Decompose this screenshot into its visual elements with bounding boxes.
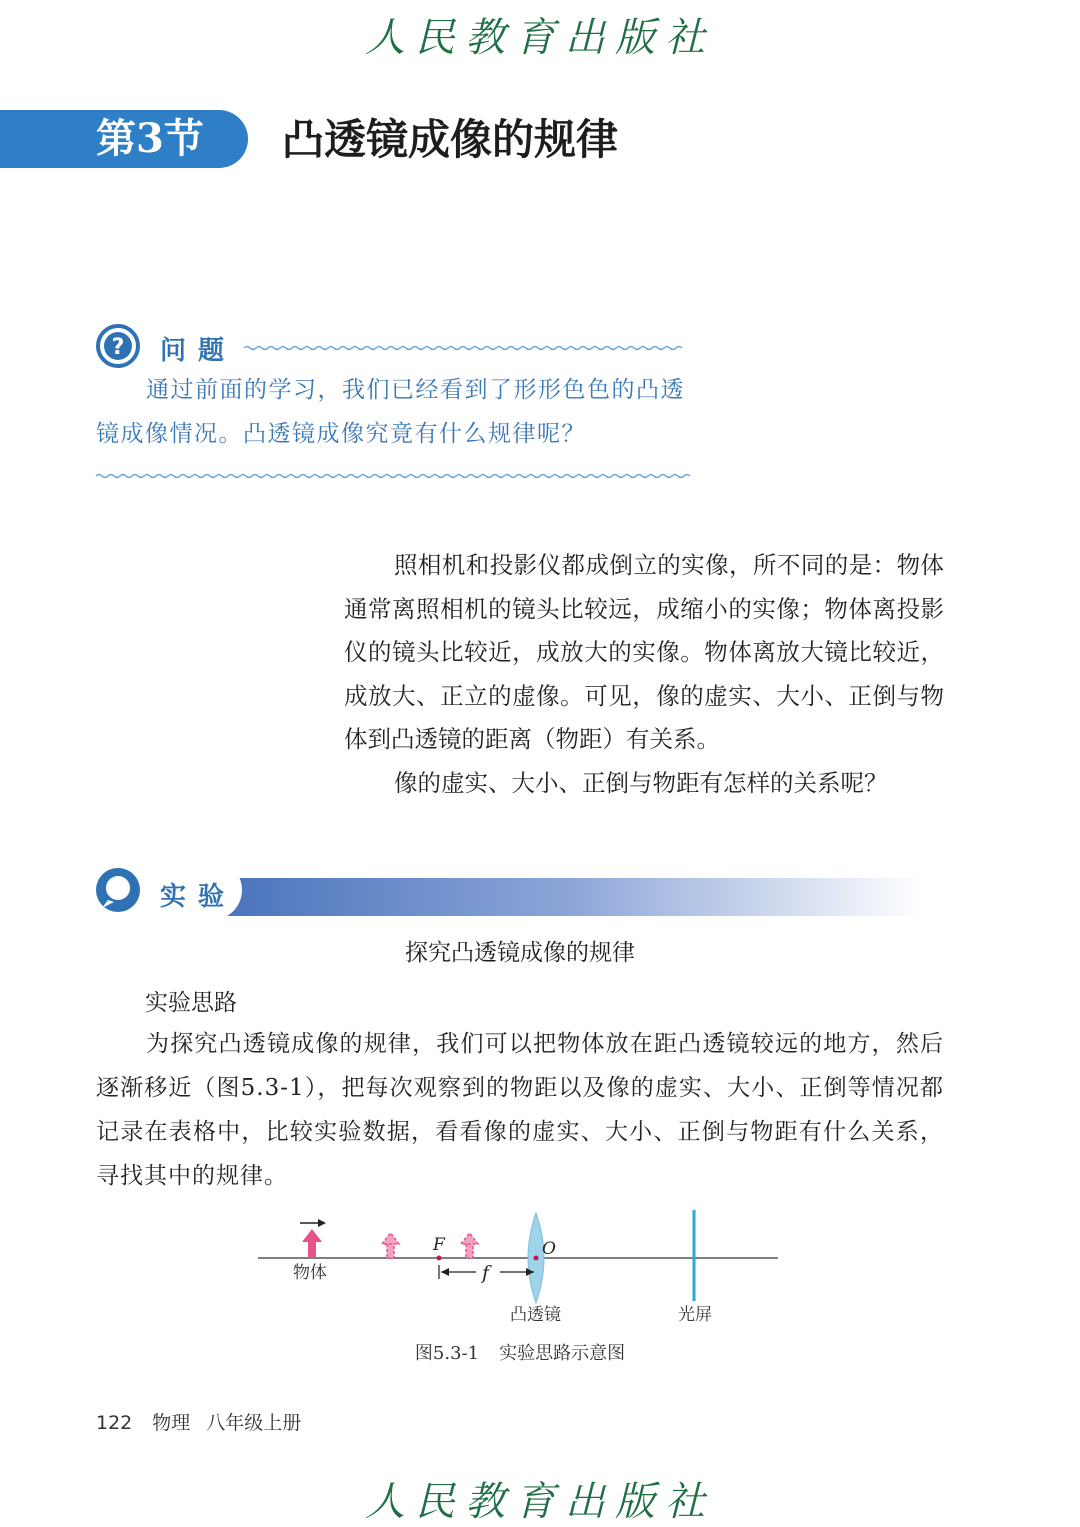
focal-length-label: f	[482, 1262, 490, 1284]
object-position-2	[382, 1233, 399, 1258]
question-divider-top	[244, 347, 682, 350]
svg-text:?: ?	[111, 335, 125, 360]
question-icon	[95, 323, 141, 369]
publisher-logo-bottom: 人民教育出版社	[365, 1479, 715, 1525]
move-direction-arrow	[300, 1219, 326, 1227]
question-line-2: 镜成像情况。凸透镜成像究竟有什么规律呢？	[96, 421, 586, 447]
focus-label: F	[433, 1235, 445, 1255]
intro-paragraphs	[344, 544, 944, 805]
footer-grade: 八年级上册	[206, 1412, 302, 1434]
question-text	[96, 368, 696, 456]
experiment-banner-bar	[225, 878, 925, 916]
figure-caption	[0, 1339, 1040, 1365]
page-footer	[96, 1408, 317, 1435]
object-label: 物体	[293, 1263, 327, 1283]
focus-point	[437, 1256, 442, 1261]
page-title: 凸透镜成像的规律	[282, 115, 619, 164]
intro-paragraph-2: 像的虚实、大小、正倒与物距有怎样的关系呢？	[394, 768, 888, 797]
object-arrow	[302, 1229, 322, 1258]
optical-center-point	[534, 1256, 539, 1261]
screen-label: 光屏	[678, 1305, 712, 1325]
experiment-body	[96, 1022, 944, 1198]
question-line-1: 通过前面的学习，我们已经看到了形形色色的凸透	[146, 377, 685, 403]
intro-paragraph-1: 照相机和投影仪都成倒立的实像，所不同的是：物体通常离照相机的镜头比较远，成缩小的实像；物体离投影仪的镜头比较近，成放大的实像。物体离放大镜比较近，成放大、正立的虚像。可见，像的虚实、大小、正倒与物体到凸透镜的距离（物距）有关系。	[344, 551, 944, 753]
footer-subject: 物理	[152, 1412, 191, 1434]
question-divider-bottom	[96, 475, 690, 478]
lens-label: 凸透镜	[510, 1305, 561, 1325]
experiment-body-text: 为探究凸透镜成像的规律，我们可以把物体放在距凸透镜较远的地方，然后逐渐移近（图5.3-1），把每次观察到的物距以及像的虚实、大小、正倒等情况都记录在表格中，比较实验数据，看看像的虚实、大小、正倒与物距有什么关系，寻找其中的规律。	[96, 1031, 944, 1189]
object-position-3	[461, 1233, 478, 1258]
question-label: 问题	[160, 336, 237, 366]
experiment-title: 探究凸透镜成像的规律	[405, 940, 635, 966]
page-number: 122	[96, 1412, 133, 1434]
publisher-logo-top: 人民教育出版社	[365, 15, 715, 61]
figure-caption-number: 图5.3-1	[414, 1343, 480, 1364]
section-number-tab: 第3节	[0, 110, 248, 168]
magnifier-icon	[94, 866, 142, 914]
optical-center-label: O	[542, 1239, 556, 1259]
experiment-subheading: 实验思路	[145, 990, 237, 1016]
experiment-label: 实验	[160, 882, 237, 912]
figure-lens-diagram	[250, 1205, 790, 1335]
figure-caption-text: 实验思路示意图	[499, 1343, 626, 1364]
